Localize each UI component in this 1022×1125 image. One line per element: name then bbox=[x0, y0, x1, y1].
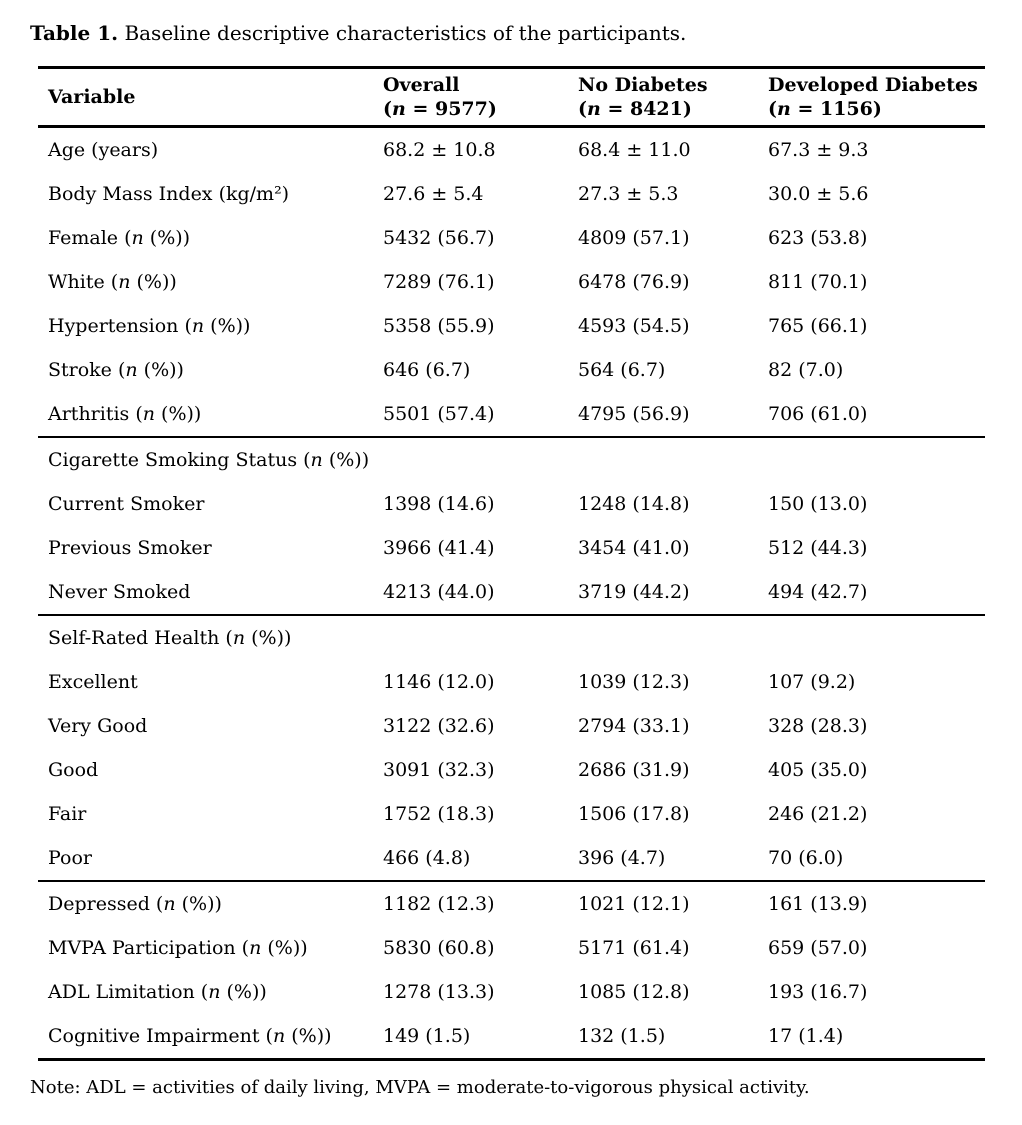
row-value: 132 (1.5) bbox=[578, 1025, 666, 1047]
row-label: Poor bbox=[48, 847, 92, 869]
row-value: 4809 (57.1) bbox=[578, 227, 690, 249]
row-value: 623 (53.8) bbox=[768, 227, 868, 249]
table-caption-text: Baseline descriptive characteristics of the participants. bbox=[124, 21, 687, 45]
table-row bbox=[38, 392, 985, 437]
table-row bbox=[38, 260, 985, 304]
table-row bbox=[38, 304, 985, 348]
row-value: 17 (1.4) bbox=[768, 1025, 844, 1047]
row-value: 4213 (44.0) bbox=[383, 581, 495, 603]
table-row bbox=[38, 748, 985, 792]
row-value: 765 (66.1) bbox=[768, 315, 868, 337]
row-value: 6478 (76.9) bbox=[578, 271, 690, 293]
row-value: 82 (7.0) bbox=[768, 359, 844, 381]
row-label: ADL Limitation (n (%)) bbox=[48, 981, 267, 1003]
table-row bbox=[38, 926, 985, 970]
row-label: Cognitive Impairment (n (%)) bbox=[48, 1025, 332, 1047]
row-value: 27.3 ± 5.3 bbox=[578, 183, 679, 205]
table-caption-label: Table 1. bbox=[30, 21, 119, 45]
row-label: Female (n (%)) bbox=[48, 227, 191, 249]
table-row bbox=[38, 127, 985, 173]
row-label: Fair bbox=[48, 803, 87, 825]
table-row bbox=[38, 660, 985, 704]
row-value: 1752 (18.3) bbox=[383, 803, 495, 825]
row-value: 149 (1.5) bbox=[383, 1025, 471, 1047]
row-label: Very Good bbox=[48, 715, 148, 737]
row-value: 396 (4.7) bbox=[578, 847, 666, 869]
table-row bbox=[38, 1014, 985, 1060]
row-value: 5501 (57.4) bbox=[383, 403, 495, 425]
row-value: 150 (13.0) bbox=[768, 493, 868, 515]
row-value: 5432 (56.7) bbox=[383, 227, 495, 249]
table-body bbox=[38, 127, 985, 1060]
row-value: 1021 (12.1) bbox=[578, 893, 690, 915]
row-value: 811 (70.1) bbox=[768, 271, 868, 293]
row-value: 706 (61.0) bbox=[768, 403, 868, 425]
table-caption bbox=[30, 20, 985, 46]
col-header-variable: Variable bbox=[48, 86, 136, 108]
row-label: Depressed (n (%)) bbox=[48, 893, 222, 915]
table-row bbox=[38, 348, 985, 392]
baseline-characteristics-table bbox=[38, 66, 985, 1061]
section-header-row bbox=[38, 437, 985, 482]
row-value: 2794 (33.1) bbox=[578, 715, 690, 737]
row-value: 1506 (17.8) bbox=[578, 803, 690, 825]
col-header-overall: Overall (n = 9577) bbox=[383, 74, 497, 120]
row-value: 193 (16.7) bbox=[768, 981, 868, 1003]
row-value: 1398 (14.6) bbox=[383, 493, 495, 515]
row-value: 5171 (61.4) bbox=[578, 937, 690, 959]
row-value: 30.0 ± 5.6 bbox=[768, 183, 869, 205]
section-header-label: Self-Rated Health (n (%)) bbox=[48, 627, 292, 649]
row-value: 3454 (41.0) bbox=[578, 537, 690, 559]
row-value: 107 (9.2) bbox=[768, 671, 856, 693]
row-label: White (n (%)) bbox=[48, 271, 177, 293]
table-row bbox=[38, 970, 985, 1014]
row-value: 1278 (13.3) bbox=[383, 981, 495, 1003]
row-value: 1182 (12.3) bbox=[383, 893, 495, 915]
row-value: 3122 (32.6) bbox=[383, 715, 495, 737]
table-header bbox=[38, 68, 985, 127]
row-value: 4593 (54.5) bbox=[578, 315, 690, 337]
header-row bbox=[38, 68, 985, 127]
row-value: 659 (57.0) bbox=[768, 937, 868, 959]
row-value: 1146 (12.0) bbox=[383, 671, 495, 693]
table-note: Note: ADL = activities of daily living, MVPA = moderate-to-vigorous physical activity. bbox=[30, 1077, 810, 1098]
col-header-developed-diabetes: Developed Diabetes (n = 1156) bbox=[768, 74, 978, 120]
row-value: 5358 (55.9) bbox=[383, 315, 495, 337]
row-value: 3091 (32.3) bbox=[383, 759, 495, 781]
row-value: 67.3 ± 9.3 bbox=[768, 139, 869, 161]
row-label: MVPA Participation (n (%)) bbox=[48, 937, 308, 959]
table-row bbox=[38, 526, 985, 570]
row-value: 68.4 ± 11.0 bbox=[578, 139, 691, 161]
row-label: Age (years) bbox=[48, 139, 159, 161]
row-value: 5830 (60.8) bbox=[383, 937, 495, 959]
row-label: Current Smoker bbox=[48, 493, 205, 515]
row-value: 3719 (44.2) bbox=[578, 581, 690, 603]
row-value: 27.6 ± 5.4 bbox=[383, 183, 484, 205]
row-label: Good bbox=[48, 759, 99, 781]
table-row bbox=[38, 792, 985, 836]
col-header-no-diabetes: No Diabetes (n = 8421) bbox=[578, 74, 708, 120]
row-label: Excellent bbox=[48, 671, 138, 693]
row-value: 246 (21.2) bbox=[768, 803, 868, 825]
row-value: 1248 (14.8) bbox=[578, 493, 690, 515]
row-value: 564 (6.7) bbox=[578, 359, 666, 381]
row-value: 328 (28.3) bbox=[768, 715, 868, 737]
row-value: 68.2 ± 10.8 bbox=[383, 139, 496, 161]
table-row bbox=[38, 482, 985, 526]
table-row bbox=[38, 881, 985, 926]
row-value: 2686 (31.9) bbox=[578, 759, 690, 781]
row-value: 1039 (12.3) bbox=[578, 671, 690, 693]
table-row bbox=[38, 704, 985, 748]
row-value: 3966 (41.4) bbox=[383, 537, 495, 559]
row-value: 1085 (12.8) bbox=[578, 981, 690, 1003]
row-label: Previous Smoker bbox=[48, 537, 212, 559]
row-value: 4795 (56.9) bbox=[578, 403, 690, 425]
row-value: 70 (6.0) bbox=[768, 847, 844, 869]
table-row bbox=[38, 172, 985, 216]
row-value: 646 (6.7) bbox=[383, 359, 471, 381]
row-label: Body Mass Index (kg/m²) bbox=[48, 183, 290, 205]
row-label: Arthritis (n (%)) bbox=[48, 403, 202, 425]
row-value: 494 (42.7) bbox=[768, 581, 868, 603]
row-value: 161 (13.9) bbox=[768, 893, 868, 915]
table-row bbox=[38, 216, 985, 260]
row-label: Stroke (n (%)) bbox=[48, 359, 184, 381]
row-label: Never Smoked bbox=[48, 581, 191, 603]
row-value: 7289 (76.1) bbox=[383, 271, 495, 293]
row-value: 405 (35.0) bbox=[768, 759, 868, 781]
table-row bbox=[38, 570, 985, 615]
table-row bbox=[38, 836, 985, 881]
row-value: 466 (4.8) bbox=[383, 847, 471, 869]
section-header-row bbox=[38, 615, 985, 660]
row-value: 512 (44.3) bbox=[768, 537, 868, 559]
section-header-label: Cigarette Smoking Status (n (%)) bbox=[48, 449, 370, 471]
row-label: Hypertension (n (%)) bbox=[48, 315, 251, 337]
